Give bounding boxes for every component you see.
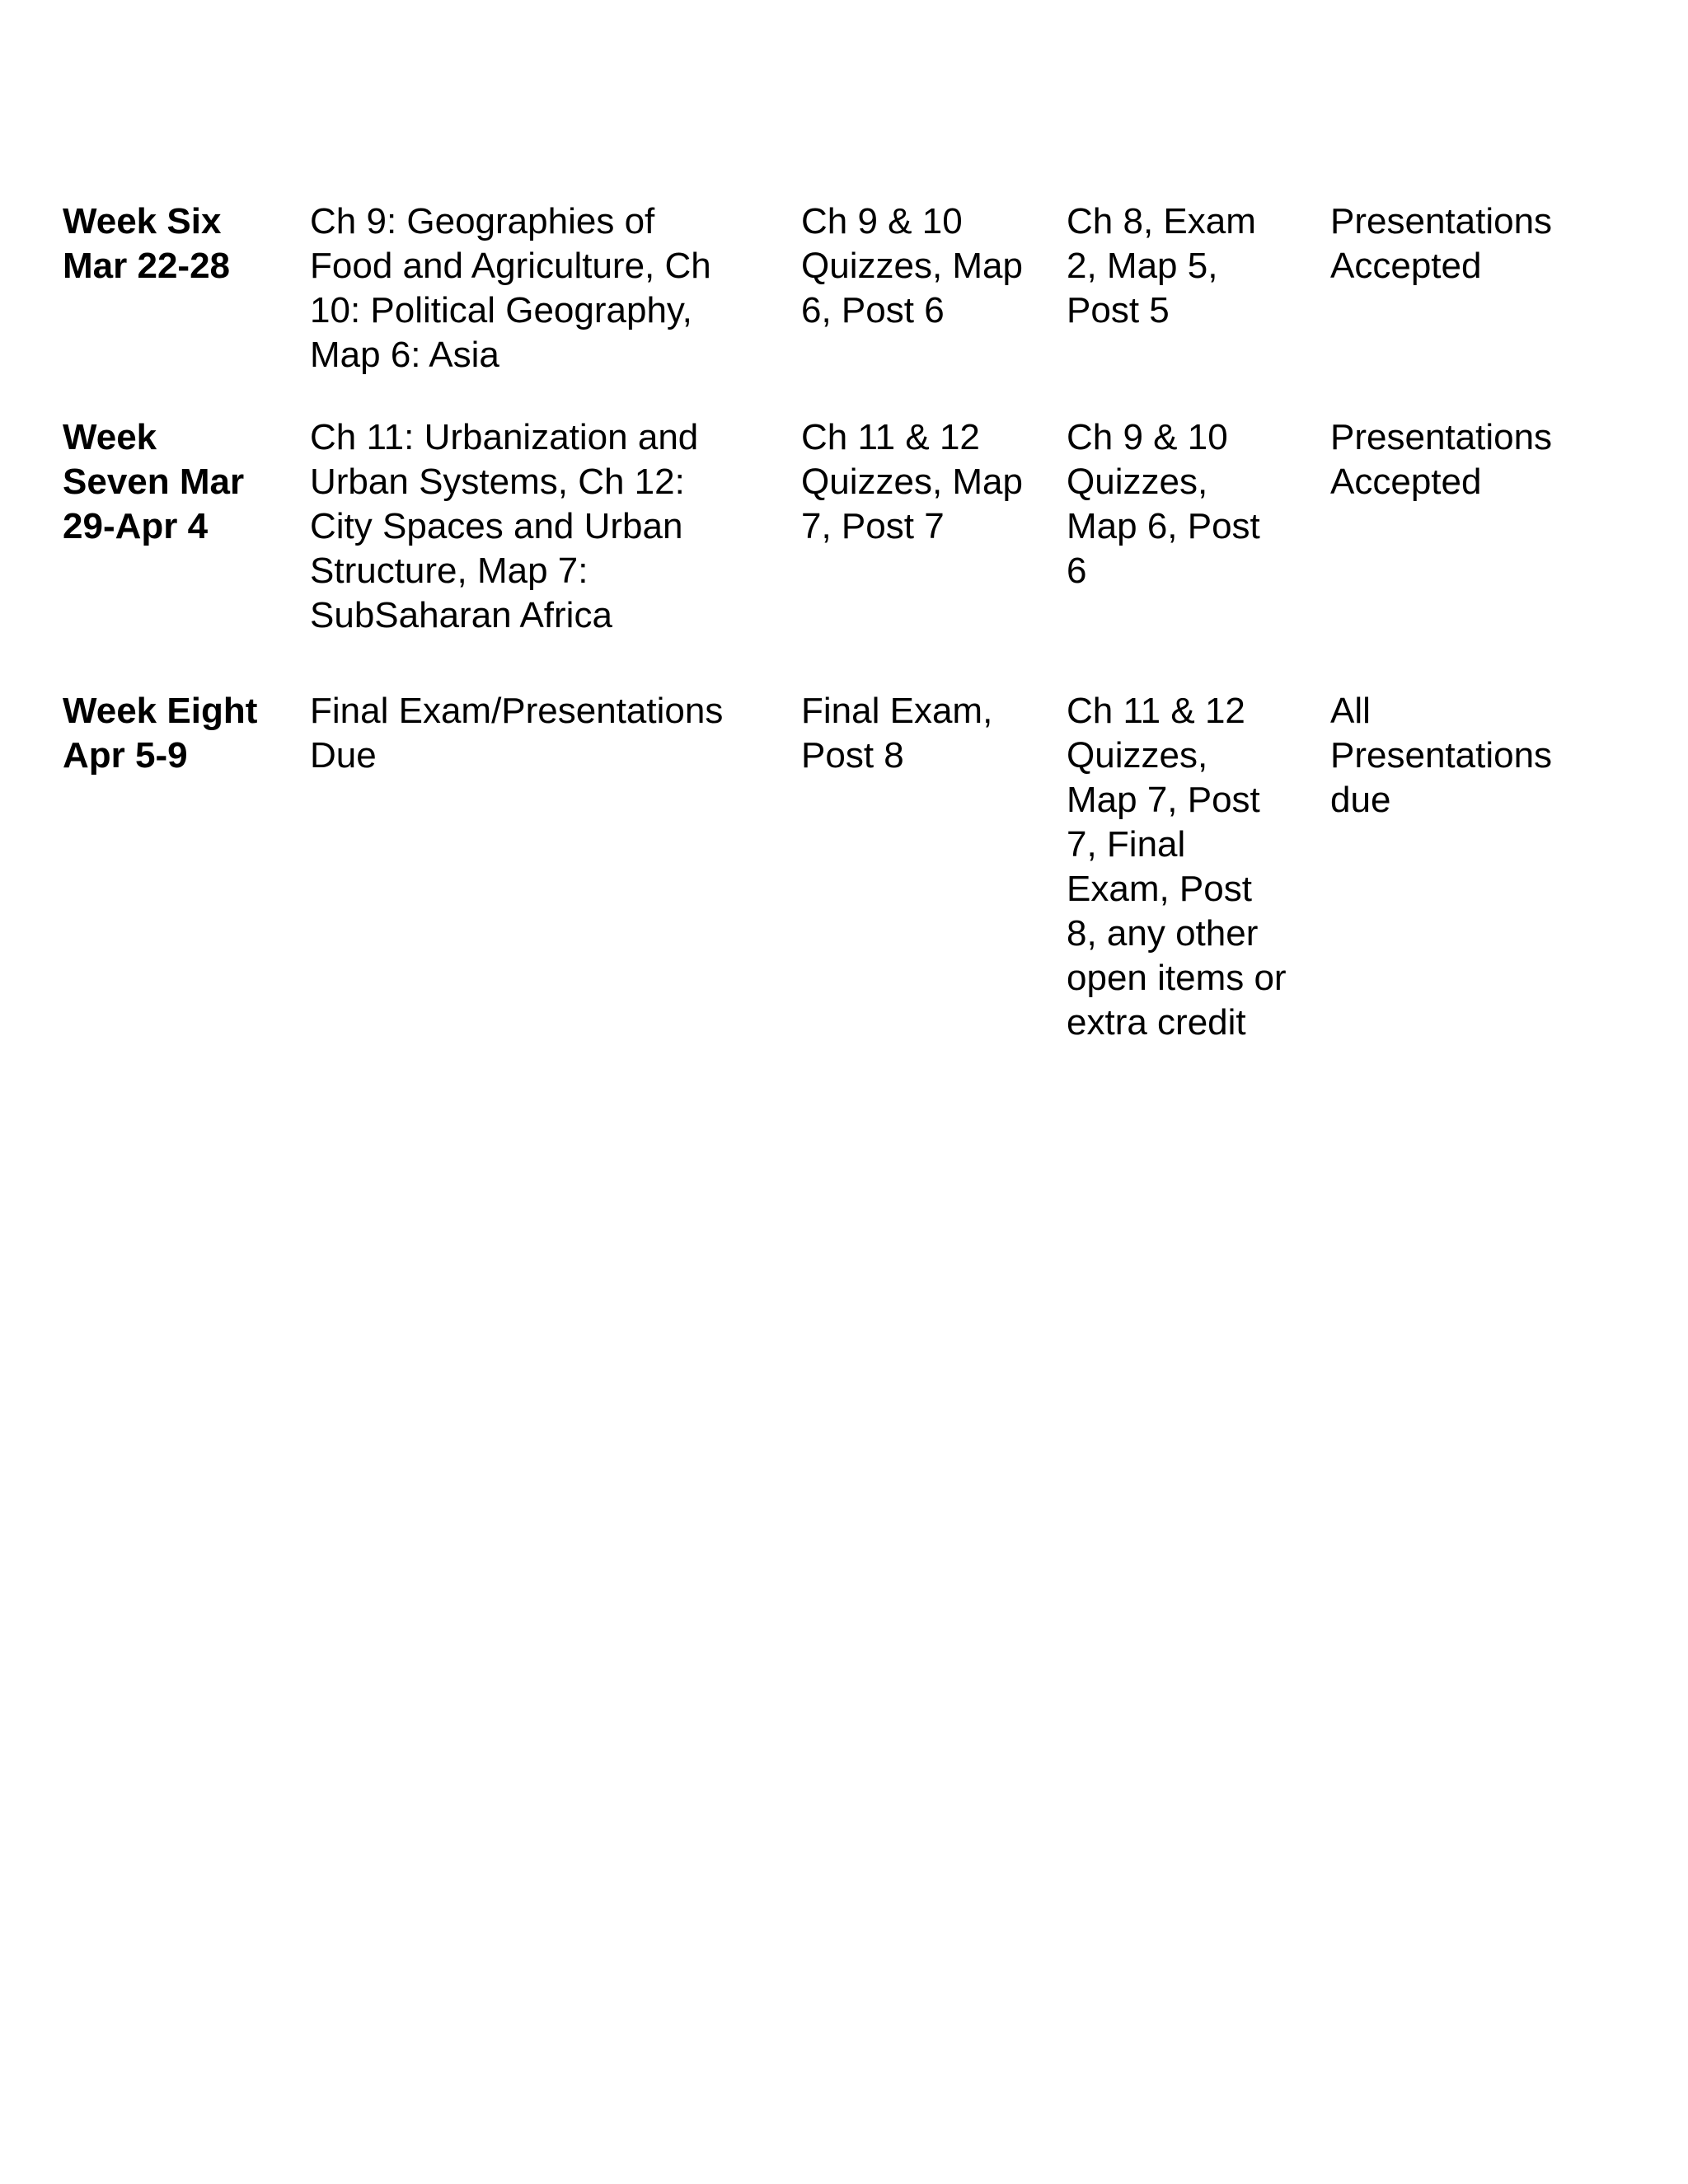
table-row [63, 199, 1629, 377]
topics-cell: Ch 9: Geographies of Food and Agriculture, Ch 10: Political Geography, Map 6: Asia [310, 201, 711, 375]
week-cell: Week Six Mar 22-28 [63, 201, 231, 286]
table-row [63, 415, 1629, 638]
table-row [63, 689, 1629, 1045]
week-cell: Week Seven Mar 29-Apr 4 [63, 417, 245, 546]
due-cell: Final Exam, Post 8 [801, 691, 993, 776]
due-cell: Ch 11 & 12 Quizzes, Map 7, Post 7 [801, 417, 1023, 546]
topics-cell: Final Exam/Presentations Due [310, 691, 724, 776]
late-cell: Ch 11 & 12 Quizzes, Map 7, Post 7, Final Exam, Post 8, any other open items or extra credit [1067, 691, 1287, 1043]
topics-cell: Ch 11: Urbanization and Urban Systems, Ch 12: City Spaces and Urban Structure, Map 7: SubSaharan Africa [310, 417, 699, 635]
week-cell: Week Eight Apr 5-9 [63, 691, 258, 776]
schedule-table [63, 199, 1629, 1045]
presentations-cell: All Presentations due [1330, 691, 1553, 820]
late-cell: Ch 8, Exam 2, Map 5, Post 5 [1067, 201, 1256, 330]
presentations-cell: Presentations Accepted [1330, 417, 1553, 502]
late-cell: Ch 9 & 10 Quizzes, Map 6, Post 6 [1067, 417, 1260, 591]
due-cell: Ch 9 & 10 Quizzes, Map 6, Post 6 [801, 201, 1023, 330]
presentations-cell: Presentations Accepted [1330, 201, 1553, 286]
